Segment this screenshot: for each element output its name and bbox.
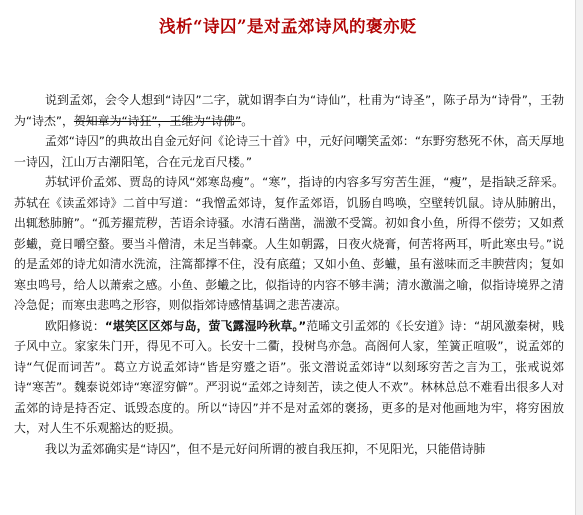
paragraph-3	[14, 172, 564, 316]
struck-text: 贺知章为“诗狂”，王维为“诗佛”	[73, 113, 242, 128]
vertical-scrollbar[interactable]	[575, 0, 583, 515]
ouyang-quote: “堪笑区区郊与岛，萤飞露湿吟秋草。”	[104, 318, 307, 333]
article-title: 浅析“诗囚”是对孟郊诗风的褒亦贬	[159, 17, 417, 36]
paragraph-1-end: 。	[241, 113, 254, 128]
paragraph-4-text-c: 范晞文引孟郊的《长安道》诗：“胡风激秦树，贱子风中立。家家朱门开，得见不可入。长安十二衢，投树鸟亦急。高阁何人家，笙簧正喧吸”，说孟郊的诗“气促而词苦”。葛立方说孟郊诗“皆是穷蹙之语”。张文潜说孟郊诗“以刻琢穷苦之言为工，张戒说郊诗“寒苦”。魏泰说郊诗“寒涩穷僻”。严羽说“孟郊之诗刻苦，读之使人不欢”。林林总总不难看出很多人对孟郊的诗是持否定、诋毁态度的。所以“诗囚”并不是对孟郊的褒扬，更多的是对他画地为牢，将穷困放大，对人生不乐观豁达的贬损。	[14, 318, 564, 435]
paragraph-3-text-c: 说的是孟郊的诗尤如清水洗流，注篙都撑不住，没有底蕴；又如小鱼、彭蠘，虽有滋味而乏丰腴营肉；复如寒虫鸣号，给人以萧索之感。小鱼、彭蠘之比，似指诗的内容不够丰满；清水激湍之喻，似指诗境界之清冷急促；而寒虫悲鸣之形容，则似指郊诗感情基调之悲苦凄凉。	[14, 236, 564, 312]
poem-quote: “孤芳擢荒秽，苦语余诗骚。水清石凿凿，湍激不受篙。初如食小鱼，所得不偿劳；又如煮彭蠘，竟日嚼空螯。要当斗僧清，未足当韩豪。人生如朝露，日夜火烧膏，何苦将两耳，听此寒虫号。”	[14, 216, 564, 251]
paragraph-2: 孟郊“诗囚”的典故出自金元好问《论诗三十首》中，元好问嘲笑孟郊：“东野穷愁死不休，高天厚地一诗囚，江山万古潮阳笔，合在元龙百尺楼。”	[14, 134, 564, 169]
paragraph-4-text-a: 欧阳修说：	[44, 318, 105, 333]
article-body	[14, 90, 564, 459]
paragraph-5: 我以为孟郊确实是“诗囚”，但不是元好问所谓的被自我压抑，不见阳光，只能借诗肺	[44, 441, 486, 456]
paragraph-1	[14, 90, 564, 131]
paragraph-1-text: 说到孟郊，会令人想到“诗囚”二字，就如谓李白为“诗仙”，杜甫为“诗圣”，陈子昂为“诗骨”，王勃为“诗杰”，	[14, 93, 564, 128]
paragraph-4	[14, 316, 564, 439]
paragraph-3-text-a: 苏轼评价孟郊、贾岛的诗风“郊寒岛瘦”。“寒”，指诗的内容多写穷苦生涯，“瘦”，是指缺乏辞采。苏轼在《读孟郊诗》二首中写道：“我憎孟郊诗，复作孟郊语，饥肠自鸣唤，空壁转饥鼠。诗从肺腑出，出辄愁肺腑”。	[14, 175, 564, 230]
